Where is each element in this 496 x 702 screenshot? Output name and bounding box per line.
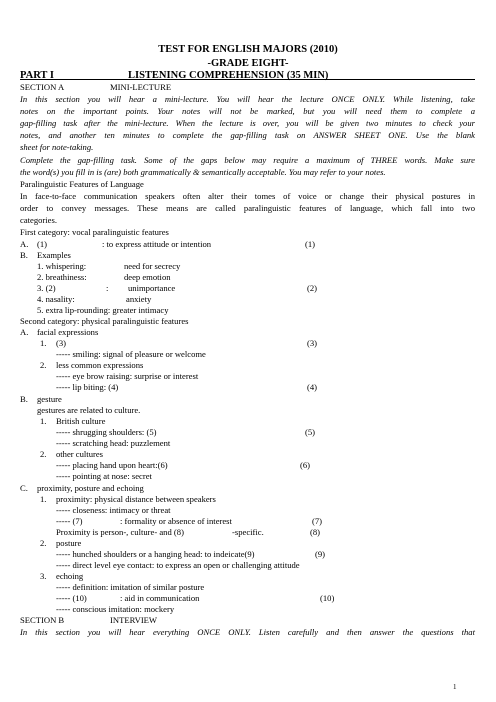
outline-subitem: ----- definition: imitation of similar posture <box>56 582 205 592</box>
test-title: TEST FOR ENGLISH MAJORS (2010) <box>158 44 338 55</box>
outline-text: Proximity is person-, culture- and (8) <box>56 527 184 537</box>
outline-number: 1. <box>40 338 47 348</box>
section-a-instruction-line: gap-filling task after the mini-lecture. When the lecture is over, you will be given two minutes to check your <box>20 118 475 128</box>
outline-subitem: ----- direct level eye contact: to express an open or challenging attitude <box>56 560 300 570</box>
outline-subitem: ----- scratching head: puzzlement <box>56 438 171 448</box>
example-definition: anxiety <box>126 294 152 304</box>
lecture-intro-line: categories. <box>20 215 57 225</box>
outline-subitem: ----- closeness: intimacy or threat <box>56 505 171 515</box>
example-definition: unimportance <box>128 283 176 293</box>
outline-letter: A. <box>20 327 29 337</box>
section-b-label: SECTION B <box>20 615 65 625</box>
gap-number: (3) <box>307 338 318 348</box>
test-subtitle: -GRADE EIGHT- <box>207 58 289 69</box>
outline-letter: A. <box>20 239 29 249</box>
lecture-intro-line: In face-to-face communication speakers often alter their tomes of voice or change their physical postures in <box>20 191 475 201</box>
outline-subitem: ----- lip biting: (4) <box>56 382 119 392</box>
section-a-instruction-line: sheet for note-taking. <box>20 142 94 152</box>
outline-subitem: ----- placing hand upon heart:(6) <box>56 460 168 470</box>
outline-subitem: ----- (10) <box>56 593 87 603</box>
example-term: 5. extra lip-rounding: greater intimacy <box>37 305 169 315</box>
outline-item: gesture <box>37 394 62 404</box>
outline-number: 3. <box>40 571 47 581</box>
section-a-label: SECTION A <box>20 82 65 92</box>
section-a-instruction-line: notes on the important points. Your notes will not be marked, but you will need them to complete a <box>20 106 475 116</box>
outline-item: (1) <box>37 239 48 249</box>
outline-number: 1. <box>40 494 47 504</box>
lecture-title: Paralinguistic Features of Language <box>20 179 144 189</box>
outline-subitem: ----- eye brow raising: surprise or interest <box>56 371 199 381</box>
example-definition: need for secrecy <box>124 261 181 271</box>
lecture-intro-line: order to convey messages. These means are called paralinguistic features of language, which fall into two <box>20 203 475 213</box>
section-b-name: INTERVIEW <box>110 615 158 625</box>
outline-item: facial expressions <box>37 327 99 337</box>
outline-definition: : aid in communication <box>120 593 200 603</box>
outline-subitem: ----- (7) <box>56 516 83 526</box>
gap-number: (7) <box>312 516 323 526</box>
outline-text: gestures are related to culture. <box>37 405 141 415</box>
example-term: 1. whispering: <box>37 261 87 271</box>
outline-subitem: ----- conscious imitation: mockery <box>56 604 175 614</box>
example-term: 2. breathiness: <box>37 272 87 282</box>
outline-item: other cultures <box>56 449 104 459</box>
outline-item: echoing <box>56 571 84 581</box>
outline-item: (3) <box>56 338 67 348</box>
gap-filling-instruction-line: the word(s) you fill in is (are) both grammatically & semantically acceptable. You may refer to your notes. <box>20 167 386 177</box>
gap-number: (4) <box>307 382 318 392</box>
section-a-instruction-line: notes, and another ten minutes to complete the gap-filling task on ANSWER SHEET ONE. Use the blank <box>20 130 475 140</box>
section-a-instruction-line: In this section you will hear a mini-lecture. You will hear the lecture ONCE ONLY. While listening, take <box>20 94 475 104</box>
example-term: 3. (2) <box>37 283 56 293</box>
outline-item: British culture <box>56 416 106 426</box>
outline-item: less common expressions <box>56 360 144 370</box>
outline-item: Examples <box>37 250 71 260</box>
header-rule <box>20 79 475 80</box>
example-term: 4. nasality: <box>37 294 75 304</box>
gap-filling-instruction-line: Complete the gap-filling task. Some of the gaps below may require a maximum of THREE words. Make sure <box>20 155 475 165</box>
outline-letter: B. <box>20 394 28 404</box>
gap-number: (1) <box>305 239 316 249</box>
outline-text: -specific. <box>232 527 264 537</box>
gap-number: (9) <box>315 549 326 559</box>
outline-definition: : formality or absence of interest <box>120 516 232 526</box>
outline-letter: C. <box>20 483 28 493</box>
part-title: LISTENING COMPREHENSION (35 MIN) <box>128 70 329 81</box>
part-label: PART I <box>20 70 54 81</box>
category-two-heading: Second category: physical paralinguistic features <box>20 316 189 326</box>
section-a-name: MINI-LECTURE <box>110 82 172 92</box>
category-one-heading: First category: vocal paralinguistic features <box>20 227 169 237</box>
outline-number: 2. <box>40 449 47 459</box>
outline-letter: B. <box>20 250 28 260</box>
outline-subitem: ----- shrugging shoulders: (5) <box>56 427 157 437</box>
outline-subitem: ----- hunched shoulders or a hanging head: to indeicate(9) <box>56 549 255 559</box>
gap-number: (2) <box>307 283 318 293</box>
gap-number: (8) <box>310 527 321 537</box>
gap-number: (5) <box>305 427 316 437</box>
outline-definition: : to express attitude or intention <box>102 239 212 249</box>
gap-number: (6) <box>300 460 311 470</box>
outline-item: proximity, posture and echoing <box>37 483 144 493</box>
section-b-instruction: In this section you will hear everything ONCE ONLY. Listen carefully and then answer the questions that <box>20 627 475 637</box>
gap-number: (10) <box>320 593 335 603</box>
outline-number: 2. <box>40 360 47 370</box>
example-colon: : <box>106 283 109 293</box>
outline-subitem: ----- pointing at nose: secret <box>56 471 152 481</box>
outline-subitem: ----- smiling: signal of pleasure or welcome <box>56 349 206 359</box>
page-number: 1 <box>453 683 457 691</box>
example-definition: deep emotion <box>124 272 171 282</box>
outline-number: 2. <box>40 538 47 548</box>
outline-item: proximity: physical distance between speakers <box>56 494 216 504</box>
outline-number: 1. <box>40 416 47 426</box>
outline-item: posture <box>56 538 82 548</box>
